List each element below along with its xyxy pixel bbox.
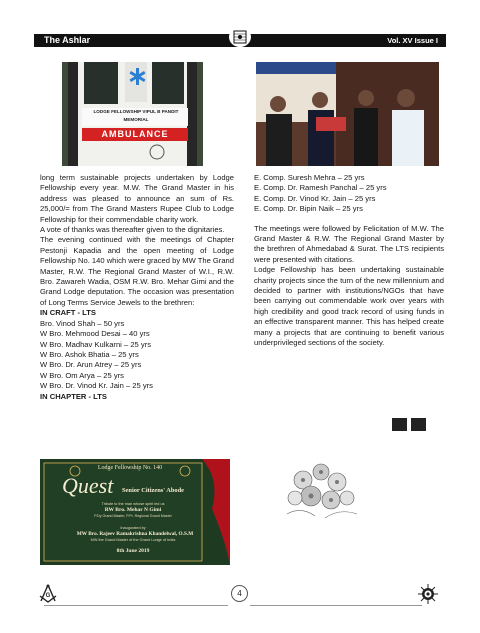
right-column bbox=[254, 173, 444, 349]
plaque-date: 8th June 2019 bbox=[116, 548, 150, 554]
plaque-photo bbox=[40, 459, 230, 565]
paragraph: Lodge Fellowship has been undertaking sustainable charity projects since the turn of the new millennium and decided to partner with institutions/NGOs that have been carrying out commendable work over years with high credibility and good track record of using funds in an effective transparent manner. This has helped create many a projects that are continuing to benefit various underprivileged sections of the society. bbox=[254, 265, 444, 348]
plaque-brand: Quest bbox=[62, 473, 114, 498]
ambulance-sign-line1: LODGE FELLOWSHIP VIPUL B PANDIT bbox=[93, 109, 179, 114]
ambulance-sign-line2: MEMORIAL bbox=[123, 117, 149, 122]
plaque-name-2: MW Bro. Rajeev Ramakrishna Khandelwal, O.S.M bbox=[76, 531, 194, 537]
spacer bbox=[254, 215, 444, 224]
list-item: W Bro. Madhav Kulkarni – 25 yrs bbox=[40, 339, 151, 349]
list-item: E. Comp. Suresh Mehra – 25 yrs bbox=[254, 173, 365, 182]
list-item: W Bro. Ashok Bhatia – 25 yrs bbox=[40, 349, 139, 359]
plaque-lodge-name: Lodge Fellowship No. 140 bbox=[97, 465, 163, 471]
decorative-square bbox=[411, 418, 426, 431]
craft-heading: IN CRAFT - LTS bbox=[40, 308, 96, 318]
magazine-title: The Ashlar bbox=[44, 35, 91, 45]
ambulance-photo bbox=[62, 62, 203, 166]
paragraph: long term sustainable projects undertaken by Lodge Fellowship every year. M.W. The Grand Master in his address was pleased to announce an sum of Rs. 25,000/= from The Grand Masters Rupee Club to Lodge Fellowship for their commendable charity work. bbox=[40, 173, 234, 224]
paragraph: The evening continued with the meetings of Chapter Pestonji Kapadia and the open meeting of Lodge Fellowship No. 140 which were graced by MW The Grand Master, R.W. The Regional Grand Master of W.I., R.W. Bro. Zawareh Wadia, OSM R.W. Bro. Mehar Gimi and the Grand Lodge deputation. The occasion was presentation of Long Terms Service Jewels to the brethren: bbox=[40, 235, 235, 307]
footer-rule bbox=[250, 605, 422, 606]
compass-square-icon bbox=[38, 584, 58, 604]
left-column bbox=[40, 173, 234, 402]
list-item: E. Comp. Dr. Vinod Kr. Jain – 25 yrs bbox=[254, 193, 376, 203]
plaque-role-2: MW the Grand Master of the Grand Lodge of India bbox=[90, 538, 176, 542]
plaque-name-1: RW Bro. Mehar N Gimi bbox=[104, 507, 162, 513]
chapter-heading: IN CHAPTER - LTS bbox=[40, 391, 107, 401]
plaque-tribute-line: Tribute to the man whose spirit led us bbox=[101, 502, 165, 506]
plaque-role-1: P.Dy Grand Master, P.Pr. Regional Grand Master bbox=[94, 514, 172, 518]
flower-illustration bbox=[281, 458, 363, 524]
footer-rule bbox=[44, 605, 228, 606]
list-item: W Bro. Om Arya – 25 yrs bbox=[40, 370, 124, 380]
svg-text:G: G bbox=[45, 593, 51, 599]
plaque-inaugurated-by: Inaugurated by bbox=[120, 526, 146, 530]
list-item: Bro. Vinod Shah – 50 yrs bbox=[40, 318, 125, 328]
felicitation-photo bbox=[256, 62, 439, 166]
list-item: E. Comp. Dr. Bipin Naik – 25 yrs bbox=[254, 204, 363, 214]
list-item: E. Comp. Dr. Ramesh Panchal – 25 yrs bbox=[254, 183, 387, 193]
list-item: W Bro. Dr. Arun Atrey – 25 yrs bbox=[40, 360, 142, 370]
ambulance-sign-line3: AMBULANCE bbox=[101, 129, 169, 139]
list-item: W Bro. Dr. Vinod Kr. Jain – 25 yrs bbox=[40, 381, 153, 391]
header-emblem-icon bbox=[229, 27, 251, 47]
page-number: 4 bbox=[231, 585, 248, 602]
paragraph: The meetings were followed by Felicitation of M.W. The Grand Master & R.W. The Regional Grand Master by the brethren of Ahmedabad & Surat. The LTS recipients were presented with citations. bbox=[254, 223, 444, 264]
sun-emblem-icon bbox=[418, 584, 438, 604]
issue-label: Vol. XV Issue I bbox=[387, 36, 438, 45]
paragraph: A vote of thanks was thereafter given to the dignitaries. bbox=[40, 225, 225, 235]
decorative-square bbox=[392, 418, 407, 431]
plaque-subtitle: Senior Citizens' Abode bbox=[122, 487, 185, 494]
list-item: W Bro. Mehmood Desai – 40 yrs bbox=[40, 329, 150, 339]
